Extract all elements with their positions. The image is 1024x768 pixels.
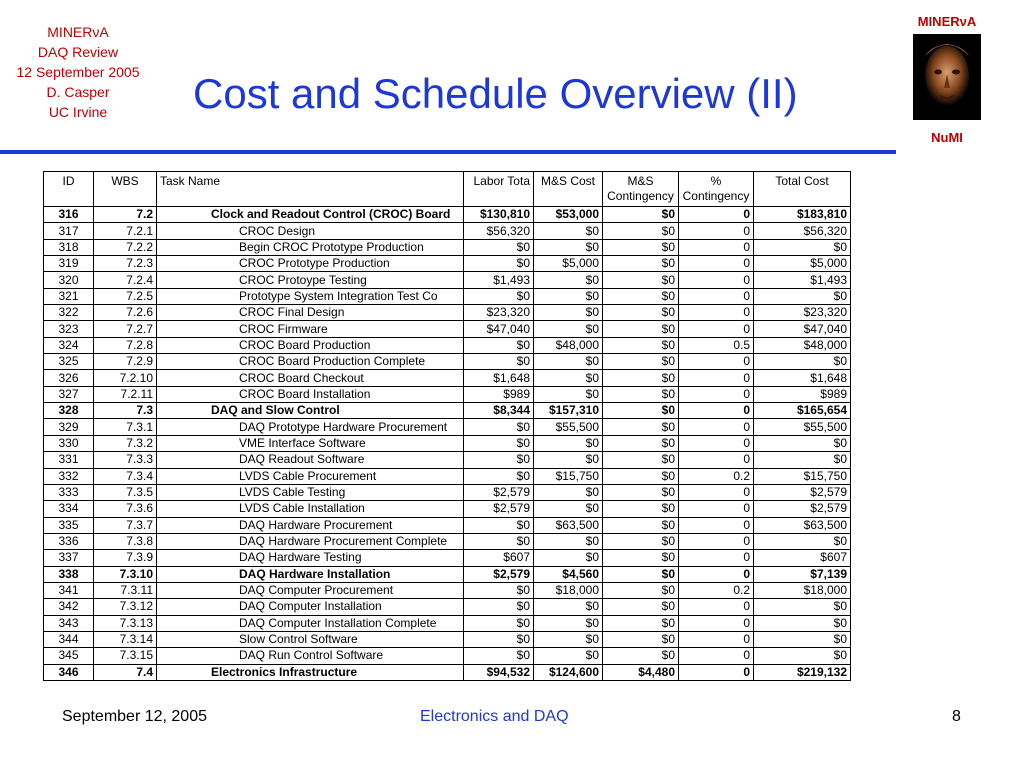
cell-ms-cost: $18,000 xyxy=(534,582,603,598)
cell-total-cost: $15,750 xyxy=(754,468,851,484)
cell-labor-total: $0 xyxy=(464,256,534,272)
cell-ms-contingency: $0 xyxy=(603,207,679,223)
cell-total-cost: $165,654 xyxy=(754,403,851,419)
slide-title: Cost and Schedule Overview (II) xyxy=(193,70,798,117)
cell-wbs: 7.2.9 xyxy=(94,354,157,370)
cell-total-cost: $56,320 xyxy=(754,223,851,239)
cell-id: 319 xyxy=(44,256,94,272)
cell-ms-cost: $63,500 xyxy=(534,517,603,533)
cell-ms-contingency: $0 xyxy=(603,435,679,451)
table-row xyxy=(44,452,851,468)
cell-total-cost: $55,500 xyxy=(754,419,851,435)
cell-pct-contingency: 0 xyxy=(679,256,754,272)
cell-pct-contingency: 0.2 xyxy=(679,468,754,484)
cell-ms-contingency: $0 xyxy=(603,484,679,500)
table-row xyxy=(44,370,851,386)
cell-id: 316 xyxy=(44,207,94,223)
cell-ms-cost: $15,750 xyxy=(534,468,603,484)
table-row xyxy=(44,501,851,517)
table-header-row xyxy=(44,172,851,207)
table-row xyxy=(44,550,851,566)
cell-ms-contingency: $0 xyxy=(603,321,679,337)
cell-labor-total: $607 xyxy=(464,550,534,566)
cell-ms-cost: $0 xyxy=(534,223,603,239)
cell-labor-total: $1,648 xyxy=(464,370,534,386)
cell-wbs: 7.3.8 xyxy=(94,533,157,549)
cell-ms-cost: $0 xyxy=(534,435,603,451)
cell-ms-cost: $0 xyxy=(534,550,603,566)
cell-task-name: CROC Board Production xyxy=(157,337,464,353)
cell-pct-contingency: 0.5 xyxy=(679,337,754,353)
cell-wbs: 7.3.5 xyxy=(94,484,157,500)
cell-id: 345 xyxy=(44,648,94,664)
cell-ms-contingency: $0 xyxy=(603,501,679,517)
logo-top-text: MINERνA xyxy=(917,14,977,29)
cell-labor-total: $2,579 xyxy=(464,501,534,517)
cell-labor-total: $2,579 xyxy=(464,566,534,582)
cell-ms-contingency: $0 xyxy=(603,272,679,288)
table-row xyxy=(44,419,851,435)
cell-total-cost: $2,579 xyxy=(754,501,851,517)
table-row xyxy=(44,664,851,680)
cell-total-cost: $63,500 xyxy=(754,517,851,533)
table-row xyxy=(44,599,851,615)
review-name: DAQ Review xyxy=(37,44,119,60)
cell-pct-contingency: 0 xyxy=(679,207,754,223)
cell-ms-contingency: $0 xyxy=(603,550,679,566)
cell-labor-total: $0 xyxy=(464,419,534,435)
cell-labor-total: $0 xyxy=(464,288,534,304)
cell-wbs: 7.2.2 xyxy=(94,239,157,255)
cell-ms-cost: $0 xyxy=(534,354,603,370)
cell-pct-contingency: 0 xyxy=(679,419,754,435)
cell-task-name: CROC Board Installation xyxy=(157,386,464,402)
review-date: 12 September 2005 xyxy=(16,64,140,80)
cell-ms-cost: $0 xyxy=(534,501,603,517)
cell-task-name: CROC Final Design xyxy=(157,305,464,321)
cell-ms-cost: $0 xyxy=(534,321,603,337)
cell-task-name: CROC Design xyxy=(157,223,464,239)
experiment-name: MINERνA xyxy=(47,24,109,40)
cell-id: 341 xyxy=(44,582,94,598)
cell-pct-contingency: 0 xyxy=(679,223,754,239)
table-row xyxy=(44,517,851,533)
cell-pct-contingency: 0 xyxy=(679,386,754,402)
table-row xyxy=(44,337,851,353)
presenter-name: D. Casper xyxy=(46,84,110,100)
cell-ms-contingency: $0 xyxy=(603,533,679,549)
cell-task-name: DAQ Readout Software xyxy=(157,452,464,468)
cell-labor-total: $0 xyxy=(464,337,534,353)
cell-ms-cost: $0 xyxy=(534,288,603,304)
col-header-id: ID xyxy=(44,172,94,207)
cell-labor-total: $0 xyxy=(464,239,534,255)
cell-id: 326 xyxy=(44,370,94,386)
col-header-task-name: Task Name xyxy=(157,172,464,207)
cell-labor-total: $8,344 xyxy=(464,403,534,419)
table-row xyxy=(44,582,851,598)
cell-labor-total: $0 xyxy=(464,533,534,549)
cell-ms-contingency: $0 xyxy=(603,566,679,582)
cell-ms-contingency: $0 xyxy=(603,582,679,598)
minerva-face-icon xyxy=(913,34,981,120)
cell-total-cost: $219,132 xyxy=(754,664,851,680)
col-header-labor-total: Labor Tota xyxy=(464,172,534,207)
cell-ms-contingency: $0 xyxy=(603,288,679,304)
cell-ms-contingency: $0 xyxy=(603,468,679,484)
cell-task-name: LVDS Cable Procurement xyxy=(157,468,464,484)
cell-task-name: DAQ Computer Procurement xyxy=(157,582,464,598)
cell-id: 346 xyxy=(44,664,94,680)
cell-pct-contingency: 0 xyxy=(679,239,754,255)
cell-task-name: LVDS Cable Installation xyxy=(157,501,464,517)
col-header-ms-cost: M&S Cost xyxy=(534,172,603,207)
cell-task-name: Clock and Readout Control (CROC) Board xyxy=(157,207,464,223)
cell-pct-contingency: 0 xyxy=(679,599,754,615)
cell-ms-cost: $0 xyxy=(534,615,603,631)
cell-labor-total: $0 xyxy=(464,582,534,598)
cell-id: 320 xyxy=(44,272,94,288)
presentation-info xyxy=(0,22,156,122)
cell-pct-contingency: 0 xyxy=(679,435,754,451)
table-row xyxy=(44,223,851,239)
cell-id: 344 xyxy=(44,631,94,647)
cell-total-cost: $0 xyxy=(754,354,851,370)
cell-wbs: 7.2.7 xyxy=(94,321,157,337)
col-header-pct-contingency: % Contingency xyxy=(679,172,754,207)
cell-pct-contingency: 0 xyxy=(679,354,754,370)
cell-ms-cost: $53,000 xyxy=(534,207,603,223)
cell-wbs: 7.2.4 xyxy=(94,272,157,288)
cell-labor-total: $0 xyxy=(464,354,534,370)
cell-pct-contingency: 0 xyxy=(679,501,754,517)
cell-id: 322 xyxy=(44,305,94,321)
cell-pct-contingency: 0 xyxy=(679,272,754,288)
cell-wbs: 7.3.11 xyxy=(94,582,157,598)
cell-task-name: DAQ Hardware Testing xyxy=(157,550,464,566)
cell-task-name: CROC Board Production Complete xyxy=(157,354,464,370)
cell-ms-contingency: $0 xyxy=(603,517,679,533)
cell-total-cost: $18,000 xyxy=(754,582,851,598)
cell-wbs: 7.4 xyxy=(94,664,157,680)
cell-ms-cost: $48,000 xyxy=(534,337,603,353)
cell-id: 323 xyxy=(44,321,94,337)
cell-ms-contingency: $0 xyxy=(603,239,679,255)
cell-ms-cost: $55,500 xyxy=(534,419,603,435)
cell-total-cost: $0 xyxy=(754,648,851,664)
cell-total-cost: $0 xyxy=(754,435,851,451)
cell-wbs: 7.2.5 xyxy=(94,288,157,304)
cell-id: 329 xyxy=(44,419,94,435)
cell-id: 317 xyxy=(44,223,94,239)
cell-ms-cost: $0 xyxy=(534,305,603,321)
cell-pct-contingency: 0 xyxy=(679,403,754,419)
cell-pct-contingency: 0 xyxy=(679,370,754,386)
table-row xyxy=(44,272,851,288)
cell-labor-total: $0 xyxy=(464,517,534,533)
cell-task-name: DAQ Computer Installation Complete xyxy=(157,615,464,631)
logo-bottom-text: NuMI xyxy=(931,130,963,145)
cell-total-cost: $0 xyxy=(754,452,851,468)
table-row xyxy=(44,435,851,451)
table-row xyxy=(44,484,851,500)
cell-ms-cost: $124,600 xyxy=(534,664,603,680)
cell-id: 334 xyxy=(44,501,94,517)
cell-ms-contingency: $0 xyxy=(603,403,679,419)
cell-labor-total: $0 xyxy=(464,435,534,451)
cell-labor-total: $0 xyxy=(464,599,534,615)
cell-total-cost: $0 xyxy=(754,599,851,615)
cell-total-cost: $1,493 xyxy=(754,272,851,288)
logo xyxy=(912,14,982,145)
cell-wbs: 7.3.12 xyxy=(94,599,157,615)
cell-pct-contingency: 0 xyxy=(679,631,754,647)
cell-labor-total: $23,320 xyxy=(464,305,534,321)
cell-ms-cost: $0 xyxy=(534,386,603,402)
col-header-ms-contingency: M&S Contingency xyxy=(603,172,679,207)
cell-labor-total: $47,040 xyxy=(464,321,534,337)
cell-labor-total: $56,320 xyxy=(464,223,534,239)
cell-total-cost: $989 xyxy=(754,386,851,402)
cell-labor-total: $130,810 xyxy=(464,207,534,223)
cell-id: 343 xyxy=(44,615,94,631)
table-row xyxy=(44,468,851,484)
presenter-affiliation: UC Irvine xyxy=(48,104,108,120)
table-row xyxy=(44,288,851,304)
cell-id: 332 xyxy=(44,468,94,484)
cell-pct-contingency: 0 xyxy=(679,664,754,680)
cell-labor-total: $989 xyxy=(464,386,534,402)
cell-task-name: CROC Firmware xyxy=(157,321,464,337)
cell-id: 337 xyxy=(44,550,94,566)
cell-wbs: 7.2.3 xyxy=(94,256,157,272)
cell-pct-contingency: 0 xyxy=(679,517,754,533)
cell-total-cost: $0 xyxy=(754,631,851,647)
cell-wbs: 7.3 xyxy=(94,403,157,419)
cell-task-name: DAQ and Slow Control xyxy=(157,403,464,419)
page-number: 8 xyxy=(952,708,961,725)
cell-ms-cost: $0 xyxy=(534,631,603,647)
cell-pct-contingency: 0.2 xyxy=(679,582,754,598)
cell-pct-contingency: 0 xyxy=(679,288,754,304)
table-row xyxy=(44,354,851,370)
cell-ms-contingency: $0 xyxy=(603,256,679,272)
cell-task-name: CROC Protoype Testing xyxy=(157,272,464,288)
cell-task-name: DAQ Computer Installation xyxy=(157,599,464,615)
cell-total-cost: $1,648 xyxy=(754,370,851,386)
table-row xyxy=(44,386,851,402)
cell-pct-contingency: 0 xyxy=(679,321,754,337)
cell-ms-contingency: $0 xyxy=(603,648,679,664)
cell-labor-total: $94,532 xyxy=(464,664,534,680)
table-row xyxy=(44,305,851,321)
cell-id: 327 xyxy=(44,386,94,402)
cell-pct-contingency: 0 xyxy=(679,484,754,500)
cell-task-name: Slow Control Software xyxy=(157,631,464,647)
cell-ms-cost: $0 xyxy=(534,484,603,500)
table-row xyxy=(44,533,851,549)
cell-id: 342 xyxy=(44,599,94,615)
table-row xyxy=(44,615,851,631)
cell-ms-cost: $0 xyxy=(534,533,603,549)
table-row xyxy=(44,566,851,582)
cell-wbs: 7.3.3 xyxy=(94,452,157,468)
cell-wbs: 7.3.14 xyxy=(94,631,157,647)
cell-labor-total: $0 xyxy=(464,648,534,664)
cell-total-cost: $7,139 xyxy=(754,566,851,582)
cell-wbs: 7.3.15 xyxy=(94,648,157,664)
cell-ms-cost: $0 xyxy=(534,648,603,664)
cell-ms-contingency: $0 xyxy=(603,370,679,386)
table-row xyxy=(44,631,851,647)
cell-pct-contingency: 0 xyxy=(679,533,754,549)
cell-id: 324 xyxy=(44,337,94,353)
cell-wbs: 7.3.7 xyxy=(94,517,157,533)
cell-labor-total: $0 xyxy=(464,631,534,647)
cell-total-cost: $48,000 xyxy=(754,337,851,353)
table-row xyxy=(44,256,851,272)
cell-task-name: DAQ Run Control Software xyxy=(157,648,464,664)
cell-pct-contingency: 0 xyxy=(679,305,754,321)
cell-wbs: 7.3.13 xyxy=(94,615,157,631)
cell-total-cost: $23,320 xyxy=(754,305,851,321)
cell-id: 336 xyxy=(44,533,94,549)
cell-total-cost: $607 xyxy=(754,550,851,566)
cell-wbs: 7.3.10 xyxy=(94,566,157,582)
cell-task-name: VME Interface Software xyxy=(157,435,464,451)
cell-id: 318 xyxy=(44,239,94,255)
table-row xyxy=(44,403,851,419)
cell-wbs: 7.3.4 xyxy=(94,468,157,484)
col-header-wbs: WBS xyxy=(94,172,157,207)
col-header-total-cost: Total Cost xyxy=(754,172,851,207)
cell-task-name: DAQ Hardware Procurement xyxy=(157,517,464,533)
cell-task-name: Begin CROC Prototype Production xyxy=(157,239,464,255)
cell-task-name: DAQ Prototype Hardware Procurement xyxy=(157,419,464,435)
cell-ms-contingency: $0 xyxy=(603,599,679,615)
cell-total-cost: $0 xyxy=(754,288,851,304)
cell-wbs: 7.3.6 xyxy=(94,501,157,517)
cell-ms-contingency: $0 xyxy=(603,337,679,353)
cell-ms-cost: $0 xyxy=(534,239,603,255)
cell-task-name: Electronics Infrastructure xyxy=(157,664,464,680)
cell-labor-total: $0 xyxy=(464,468,534,484)
cell-task-name: CROC Board Checkout xyxy=(157,370,464,386)
cell-labor-total: $1,493 xyxy=(464,272,534,288)
table-row xyxy=(44,207,851,223)
cell-ms-cost: $0 xyxy=(534,370,603,386)
cell-wbs: 7.2.6 xyxy=(94,305,157,321)
cell-id: 335 xyxy=(44,517,94,533)
cell-task-name: CROC Prototype Production xyxy=(157,256,464,272)
cell-total-cost: $0 xyxy=(754,239,851,255)
cell-ms-contingency: $0 xyxy=(603,631,679,647)
cell-pct-contingency: 0 xyxy=(679,452,754,468)
table-row xyxy=(44,239,851,255)
cell-total-cost: $0 xyxy=(754,533,851,549)
cell-ms-contingency: $0 xyxy=(603,305,679,321)
cell-wbs: 7.3.1 xyxy=(94,419,157,435)
cell-id: 338 xyxy=(44,566,94,582)
cell-ms-contingency: $0 xyxy=(603,419,679,435)
cell-ms-contingency: $0 xyxy=(603,223,679,239)
cell-ms-contingency: $0 xyxy=(603,452,679,468)
cell-task-name: LVDS Cable Testing xyxy=(157,484,464,500)
cell-labor-total: $0 xyxy=(464,452,534,468)
cell-task-name: DAQ Hardware Procurement Complete xyxy=(157,533,464,549)
cell-pct-contingency: 0 xyxy=(679,566,754,582)
cell-wbs: 7.2.11 xyxy=(94,386,157,402)
cell-pct-contingency: 0 xyxy=(679,648,754,664)
cell-id: 333 xyxy=(44,484,94,500)
footer-date: September 12, 2005 xyxy=(62,708,207,725)
cell-ms-cost: $5,000 xyxy=(534,256,603,272)
cell-ms-cost: $0 xyxy=(534,272,603,288)
cell-id: 328 xyxy=(44,403,94,419)
cell-wbs: 7.2.10 xyxy=(94,370,157,386)
cell-total-cost: $0 xyxy=(754,615,851,631)
cell-wbs: 7.2.8 xyxy=(94,337,157,353)
cell-labor-total: $2,579 xyxy=(464,484,534,500)
cell-pct-contingency: 0 xyxy=(679,615,754,631)
cell-id: 321 xyxy=(44,288,94,304)
title-divider xyxy=(0,150,896,154)
footer-section-title: Electronics and DAQ xyxy=(420,708,569,725)
cell-total-cost: $47,040 xyxy=(754,321,851,337)
cell-ms-contingency: $4,480 xyxy=(603,664,679,680)
cell-ms-cost: $157,310 xyxy=(534,403,603,419)
cell-ms-cost: $0 xyxy=(534,452,603,468)
cell-task-name: Prototype System Integration Test Co xyxy=(157,288,464,304)
table-body xyxy=(44,207,851,681)
cell-ms-cost: $4,560 xyxy=(534,566,603,582)
cell-total-cost: $2,579 xyxy=(754,484,851,500)
cell-labor-total: $0 xyxy=(464,615,534,631)
cell-id: 325 xyxy=(44,354,94,370)
cell-ms-cost: $0 xyxy=(534,599,603,615)
cell-id: 330 xyxy=(44,435,94,451)
cell-total-cost: $183,810 xyxy=(754,207,851,223)
cost-schedule-table xyxy=(43,171,851,681)
table-row xyxy=(44,648,851,664)
table-row xyxy=(44,321,851,337)
cell-wbs: 7.3.9 xyxy=(94,550,157,566)
cell-total-cost: $5,000 xyxy=(754,256,851,272)
cell-wbs: 7.3.2 xyxy=(94,435,157,451)
cell-wbs: 7.2 xyxy=(94,207,157,223)
cell-pct-contingency: 0 xyxy=(679,550,754,566)
cell-ms-contingency: $0 xyxy=(603,615,679,631)
cell-wbs: 7.2.1 xyxy=(94,223,157,239)
cell-task-name: DAQ Hardware Installation xyxy=(157,566,464,582)
cell-ms-contingency: $0 xyxy=(603,386,679,402)
cell-id: 331 xyxy=(44,452,94,468)
cell-ms-contingency: $0 xyxy=(603,354,679,370)
